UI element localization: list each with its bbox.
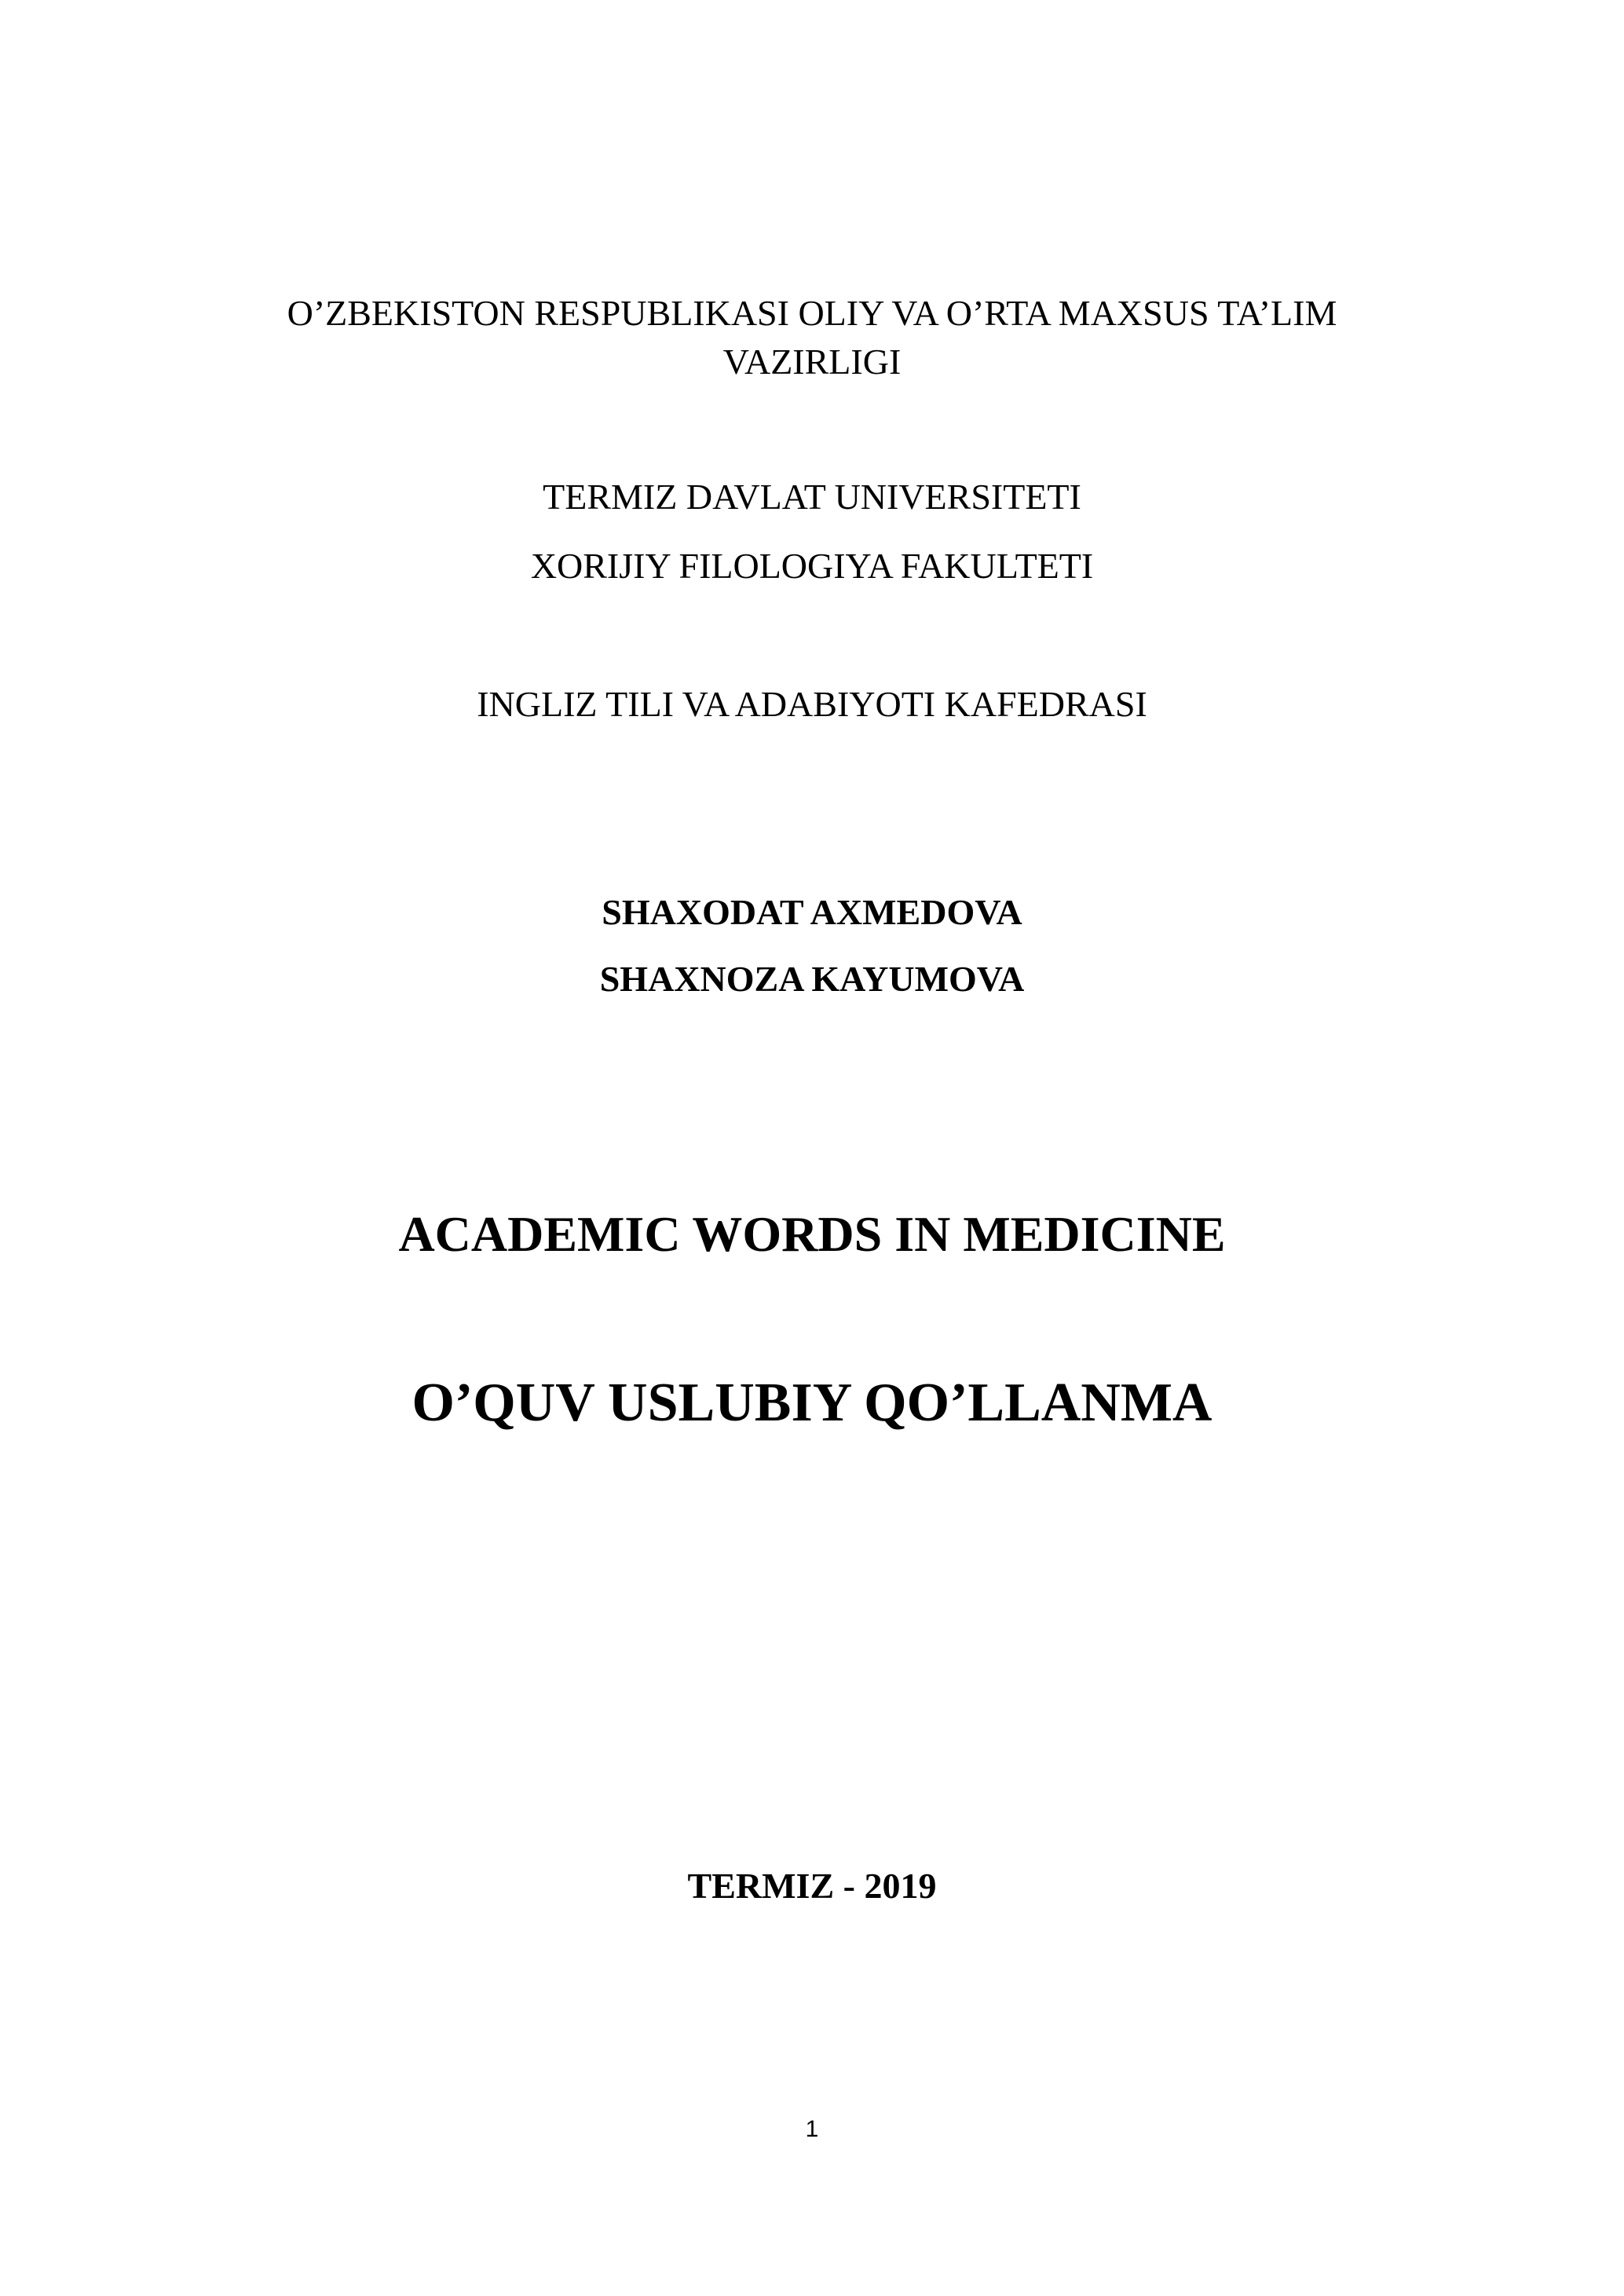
ministry-name-line-1: O’ZBEKISTON RESPUBLIKASI OLIY VA O’RTA MAXSUS TA’LIM <box>287 293 1337 333</box>
page-number: 1 <box>805 2116 819 2142</box>
author-2: SHAXNOZA KAYUMOVA <box>599 959 1025 999</box>
department-name: INGLIZ TILI VA ADABIYOTI KAFEDRASI <box>477 684 1147 724</box>
place-and-year: TERMIZ - 2019 <box>687 1866 937 1906</box>
book-title: ACADEMIC WORDS IN MEDICINE <box>398 1206 1226 1262</box>
university-name: TERMIZ DAVLAT UNIVERSITETI <box>543 477 1081 517</box>
ministry-name-line-2: VAZIRLIGI <box>722 342 902 382</box>
book-subtitle: O’QUV USLUBIY QO’LLANMA <box>411 1373 1213 1433</box>
author-1: SHAXODAT AXMEDOVA <box>602 892 1022 932</box>
faculty-name: XORIJIY FILOLOGIYA FAKULTETI <box>530 546 1094 586</box>
